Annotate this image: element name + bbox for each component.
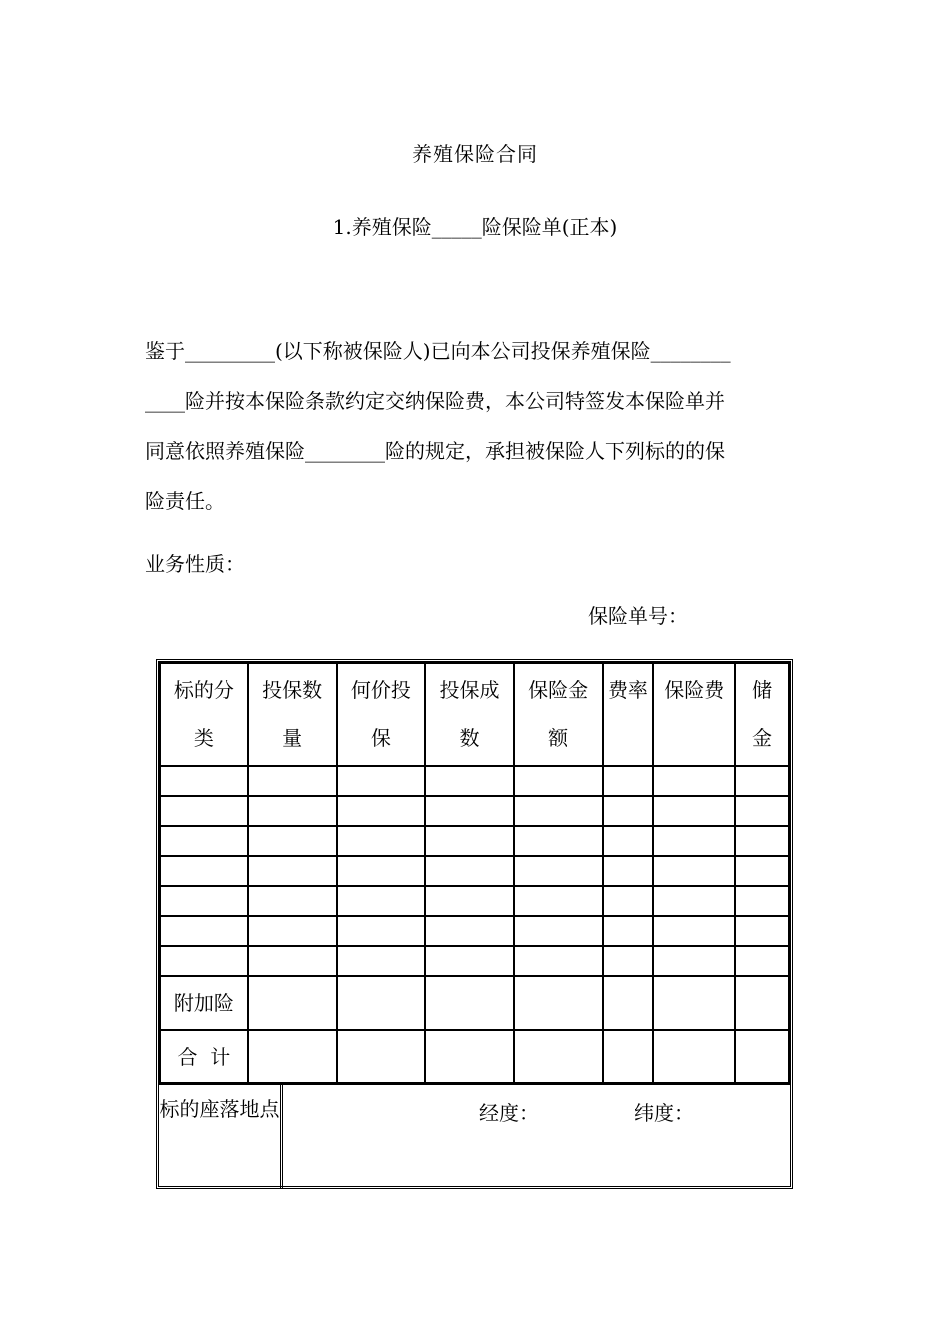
location-label: 标的座落地点 — [159, 1084, 283, 1188]
insured-items-table — [156, 659, 793, 1189]
table-header-row — [160, 663, 789, 766]
header-cell: 标的分 类 — [160, 663, 248, 766]
business-nature-label: 业务性质： — [145, 552, 245, 576]
intro-paragraph — [145, 326, 805, 526]
location-row — [159, 1082, 790, 1188]
table-row — [160, 886, 789, 916]
header-cell: 投保成 数 — [425, 663, 514, 766]
document-title: 养殖保险合同 — [412, 142, 538, 166]
table-row — [160, 766, 789, 796]
table-row — [160, 916, 789, 946]
header-cell: 费率 — [603, 663, 654, 766]
header-cell: 何价投 保 — [337, 663, 426, 766]
longitude-label: 经度： — [479, 1101, 539, 1125]
total-row — [160, 1030, 789, 1084]
header-cell: 投保数 量 — [248, 663, 337, 766]
paragraph-line: ____险并按本保险条款约定交纳保险费，本公司特签发本保险单并 — [145, 389, 725, 413]
policy-subtitle: 1.养殖保险_____险保险单(正本) — [332, 215, 618, 239]
table-row — [160, 856, 789, 886]
latitude-label: 纬度： — [634, 1101, 694, 1125]
policy-number-label: 保险单号： — [588, 604, 688, 628]
header-cell: 储 金 — [735, 663, 789, 766]
additional-insurance-label: 附加险 — [160, 976, 248, 1030]
total-label: 合 计 — [160, 1030, 248, 1084]
additional-insurance-row — [160, 976, 789, 1030]
paragraph-line: 鉴于_________(以下称被保险人)已向本公司投保养殖保险________ — [145, 339, 731, 363]
table-row — [160, 946, 789, 976]
paragraph-line: 险责任。 — [145, 489, 225, 513]
paragraph-line: 同意依照养殖保险________险的规定，承担被保险人下列标的的保 — [145, 439, 725, 463]
table-row — [160, 796, 789, 826]
table-row — [160, 826, 789, 856]
header-cell: 保险金 额 — [514, 663, 603, 766]
header-cell: 保险费 — [653, 663, 735, 766]
